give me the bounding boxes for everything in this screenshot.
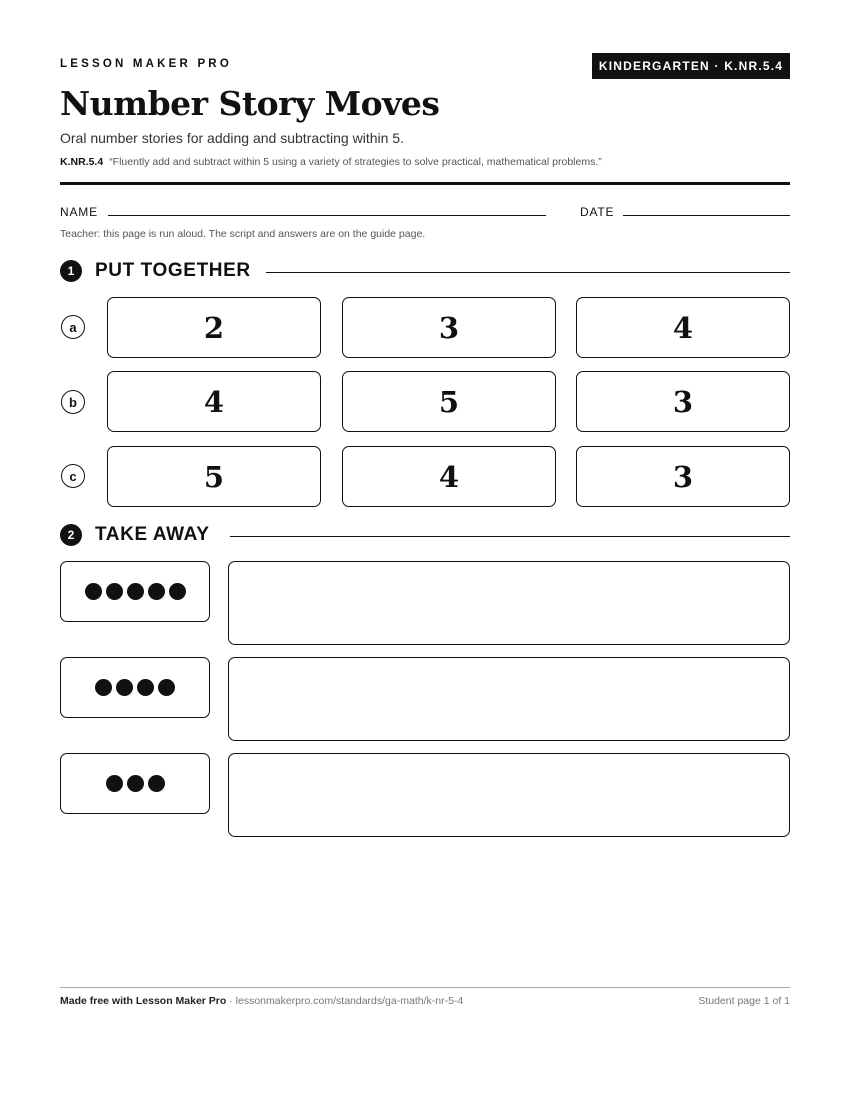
footer-url[interactable]: lessonmakerpro.com/standards/ga-math/k-nr-5-4: [235, 995, 464, 1007]
header-divider: [60, 182, 790, 185]
footer-separator: ·: [226, 995, 236, 1007]
answer-box[interactable]: [228, 657, 790, 741]
counter-dot: [95, 679, 112, 696]
number-card: 3: [576, 371, 790, 432]
counter-dot: [148, 775, 165, 792]
counter-dot: [116, 679, 133, 696]
answer-box[interactable]: [228, 753, 790, 837]
section-title: TAKE AWAY: [95, 524, 210, 545]
counter-dot: [106, 775, 123, 792]
row-letter-c: c: [61, 464, 85, 488]
number-card: 3: [342, 297, 556, 358]
counter-dot: [137, 679, 154, 696]
row-letter-b: b: [61, 390, 85, 414]
counter-dot: [127, 775, 144, 792]
number-card: 4: [576, 297, 790, 358]
dot-group: [106, 775, 165, 792]
number-card: 4: [107, 371, 321, 432]
brand-name: LESSON MAKER PRO: [60, 58, 232, 70]
page-subtitle: Oral number stories for adding and subtracting within 5.: [60, 130, 404, 146]
answer-box[interactable]: [228, 561, 790, 645]
section-number-badge: 2: [60, 524, 82, 546]
section-rule: [266, 272, 790, 273]
counter-dot: [85, 583, 102, 600]
date-label: DATE: [580, 205, 615, 219]
footer-made-with: Made free with Lesson Maker Pro: [60, 995, 227, 1007]
counter-dot: [169, 583, 186, 600]
row-letter-a: a: [61, 315, 85, 339]
number-card: 4: [342, 446, 556, 507]
footer-credit: [60, 995, 463, 1007]
counter-dot: [148, 583, 165, 600]
number-card: 2: [107, 297, 321, 358]
number-card: 5: [107, 446, 321, 507]
standard-code: K.NR.5.4: [60, 156, 104, 168]
standard-text: “Fluently add and subtract within 5 using a variety of strategies to solve practical, mathematical problems.”: [109, 156, 602, 168]
standard-statement: [60, 156, 602, 168]
section-number-badge: 1: [60, 260, 82, 282]
counter-dot: [106, 583, 123, 600]
date-field[interactable]: [623, 215, 790, 216]
dot-group: [85, 583, 186, 600]
dot-card: [60, 753, 210, 814]
section-title: PUT TOGETHER: [95, 260, 251, 281]
teacher-note: Teacher: this page is run aloud. The script and answers are on the guide page.: [60, 228, 426, 240]
counter-dot: [158, 679, 175, 696]
section-take-away-heading: [60, 522, 210, 548]
number-card: 5: [342, 371, 556, 432]
footer-page-number: Student page 1 of 1: [698, 995, 790, 1007]
counter-dot: [127, 583, 144, 600]
section-put-together-heading: [60, 258, 251, 284]
dot-group: [95, 679, 175, 696]
name-field[interactable]: [108, 215, 546, 216]
dot-card: [60, 561, 210, 622]
name-label: NAME: [60, 205, 98, 219]
dot-card: [60, 657, 210, 718]
page-title: Number Story Moves: [60, 84, 440, 123]
footer-divider: [60, 987, 790, 988]
section-rule: [230, 536, 790, 537]
grade-standard-badge: KINDERGARTEN · K.NR.5.4: [592, 53, 790, 79]
number-card: 3: [576, 446, 790, 507]
